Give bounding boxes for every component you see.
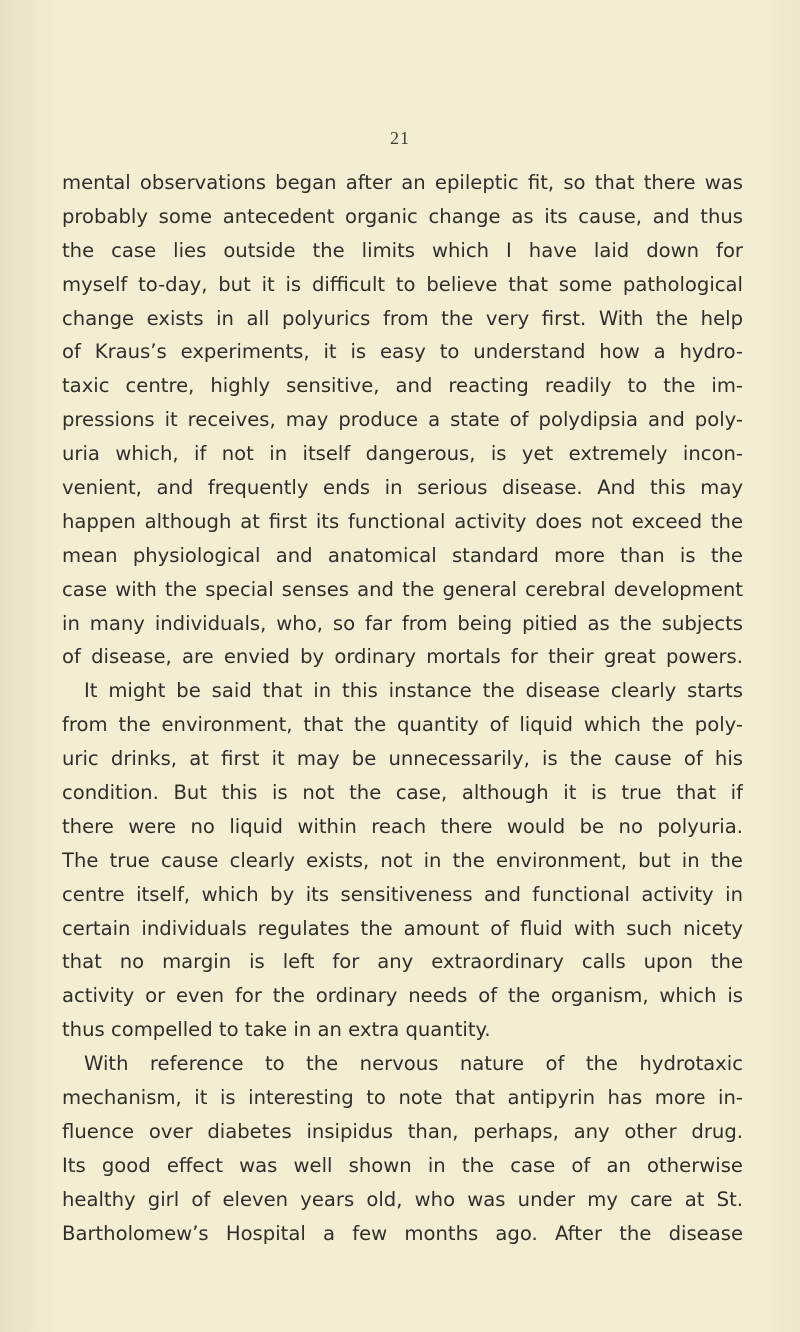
text-line: healthy girl of eleven years old, who was under my care at St. [62, 1187, 743, 1211]
text-line: probably some antecedent organic change as its cause, and thus [62, 204, 743, 228]
text-line: of disease, are envied by ordinary mortals for their great powers. [62, 645, 743, 669]
text-line: the case lies outside the limits which I have laid down for [62, 238, 743, 262]
text-line: mean physiological and anatomical standard more than is the [62, 543, 743, 567]
text-line: happen although at first its functional activity does not exceed the [62, 509, 743, 533]
text-line: certain individuals regulates the amount of fluid with such nicety [62, 916, 743, 940]
paragraph-start-line: It might be said that in this instance the disease clearly starts [84, 679, 743, 703]
text-line: from the environment, that the quantity of liquid which the poly- [62, 713, 743, 737]
text-line: centre itself, which by its sensitiveness and functional activity in [62, 882, 743, 906]
text-line: mechanism, it is interesting to note that antipyrin has more in- [62, 1086, 743, 1110]
text-line: case with the special senses and the general cerebral development [62, 577, 743, 601]
text-line: change exists in all polyurics from the very first. With the help [62, 306, 743, 330]
text-line: activity or even for the ordinary needs of the organism, which is [62, 984, 743, 1008]
paragraph-end-line: thus compelled to take in an extra quantity. [62, 1018, 491, 1042]
text-line: uria which, if not in itself dangerous, is yet extremely incon- [62, 442, 743, 466]
page-number: 21 [390, 128, 410, 148]
text-line: in many individuals, who, so far from being pitied as the subjects [62, 611, 743, 635]
text-line: The true cause clearly exists, not in the environment, but in the [62, 848, 743, 872]
text-line: taxic centre, highly sensitive, and reacting readily to the im- [62, 374, 743, 398]
text-line: venient, and frequently ends in serious disease. And this may [62, 476, 743, 500]
text-line: myself to-day, but it is difficult to believe that some pathological [62, 272, 743, 296]
text-line: Bartholomew’s Hospital a few months ago. After the disease [62, 1221, 743, 1245]
text-line: of Kraus’s experiments, it is easy to understand how a hydro- [62, 340, 743, 364]
body-text [62, 166, 743, 1251]
text-line: that no margin is left for any extraordinary calls upon the [62, 950, 743, 974]
text-line: pressions it receives, may produce a state of polydipsia and poly- [62, 408, 743, 432]
text-line: condition. But this is not the case, although it is true that if [62, 781, 743, 805]
text-line: there were no liquid within reach there would be no polyuria. [62, 814, 743, 838]
text-line: uric drinks, at first it may be unnecessarily, is the cause of his [62, 747, 743, 771]
paragraph-start-line: With reference to the nervous nature of the hydrotaxic [84, 1052, 743, 1076]
text-line: fluence over diabetes insipidus than, perhaps, any other drug. [62, 1119, 743, 1143]
text-line: mental observations began after an epileptic fit, so that there was [62, 171, 743, 194]
text-line: Its good effect was well shown in the case of an otherwise [62, 1153, 743, 1177]
